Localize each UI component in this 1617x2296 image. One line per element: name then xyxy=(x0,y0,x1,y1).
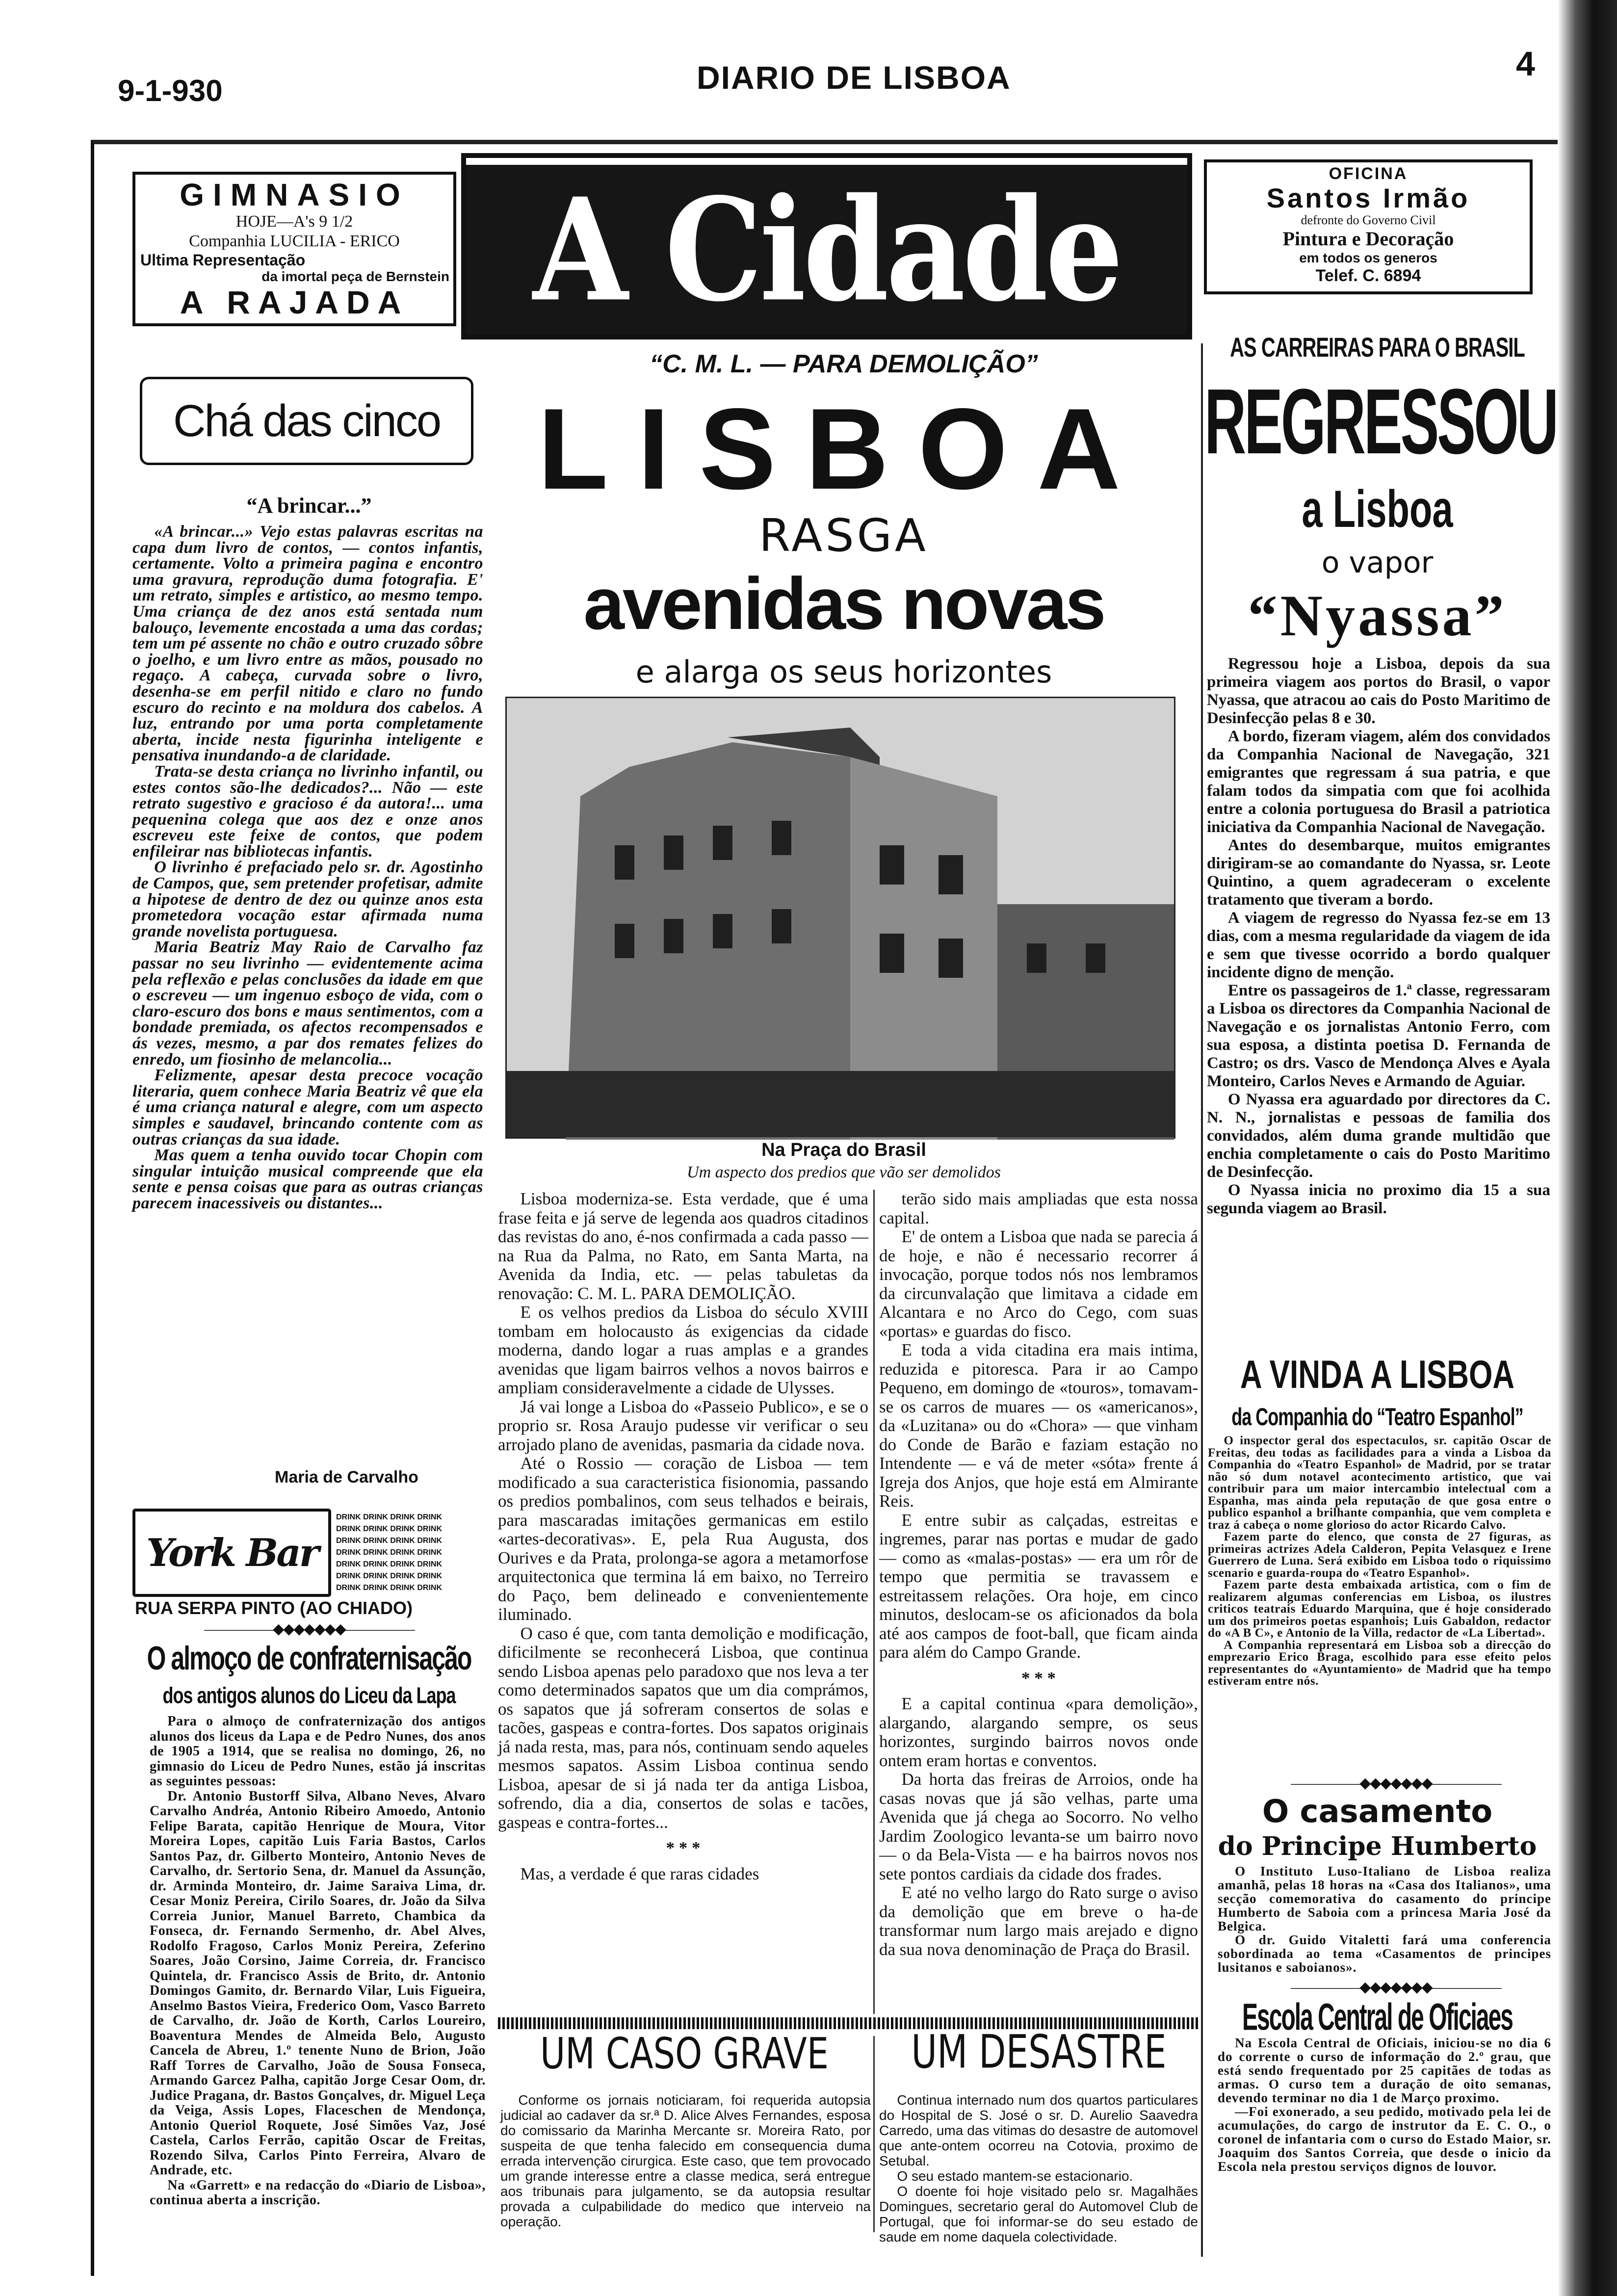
ad-kinds: em todos os generos xyxy=(1299,250,1437,265)
paragraph: Fazem parte do elenco, que consta de 27 figuras, as primeiras actrizes Adela Calderon, Pepita Velasquez e Irene Guerrero de Luna. Será exibido em Lisboa todo o riquissimo scenario e guarda-roupa do «Teatro Espanhol». xyxy=(1208,1530,1551,1580)
article-signature: Maria de Carvalho xyxy=(275,1468,418,1487)
teatro-subtitle: da Companhia do “Teatro Espanhol” xyxy=(1231,1402,1523,1431)
paragraph: A Companhia representará em Lisboa sob a direcção do emprezario Erico Braga, escolhido para esse efeito pelos representantes do «Ayuntamiento» de Madrid que ha tempo estiveram entre nós. xyxy=(1208,1638,1551,1688)
paragraph: A viagem de regresso do Nyassa fez-se em 13 dias, com a mesma regularidade da viagem de ida e sem que tivesse ocorrido a bordo qualquer incidente digno de menção. xyxy=(1207,909,1550,981)
section-banner xyxy=(466,158,1187,335)
escola-body xyxy=(1218,2036,1551,2267)
paragraph: O seu estado mantem-se estacionario. xyxy=(897,2168,1133,2184)
casamento-subtitle: do Principe Humberto xyxy=(1218,1831,1537,1861)
paragraph: E entre subir as calçadas, estreitas e ingremes, parar nas portas e mudar de gado — como as «malas-postas» — era um rôr de tempo que permitia se travassem e estreitassem relações. Ora hoje, em cinco minutos, deslocam-se os aficionados da bola até aos campos de foot-ball, que ficam ainda para além do Campo Grande. xyxy=(879,1510,1198,1662)
ad-time: HOJE—A's 9 1/2 xyxy=(235,212,353,231)
escola-title: Escola Central de Oficiaes xyxy=(1242,1997,1513,2038)
ad-title: GIMNASIO xyxy=(180,177,409,212)
paragraph: O dr. Guido Vitaletti fará uma conferencia sobordinada ao tema «Casamentos de principes lusitanos e saboianos». xyxy=(1218,1932,1551,1975)
ad-york-bar xyxy=(132,1509,486,1597)
paragraph: A bordo, fizeram viagem, além dos convidados da Companhia Nacional de Navegação, 321 emigrantes que regressam á sua patria, e que falam todos da simpatia com que foi acolhida entre a colonia portuguesa do Brasil a patriotica iniciativa da Companhia Nacional de Navegação. xyxy=(1207,728,1550,836)
drink-line: DRINK DRINK DRINK DRINK xyxy=(336,1548,442,1557)
cha-article-body xyxy=(132,524,483,1466)
column-rule xyxy=(873,2036,875,2232)
paragraph: Até o Rossio — coração de Lisboa — tem modificado a sua caracteristica fisionomia, passando os predios pombalinos, com seus telhados e beirais, para mascaradas imitações germanicas em estilo «artes-decorativas». E, pela Rua Augusta, dos Ourives e da Prata, prolonga-se agora a metamorfose arquitectonica que termina lá em baixo, no Terreiro do Paço, bem delineado e convenientemente iluminado. xyxy=(498,1454,868,1624)
paragraph: O inspector geral dos espectaculos, sr. capitão Oscar de Freitas, deu todas as facilidades para a vinda a Lisboa da Companhia do «Teatro Espanhol» de Madrid, por se tratar não só dum notavel acontecimento artistico, que vai contribuir para um maior intercambio intelectual com a Espanha, mas ainda pela reputação de que gosa entre o publico espanhol a brilhante companhia, que vem completa e traz á cabeça o nome glorioso do actor Ricardo Calvo. xyxy=(1208,1434,1551,1532)
photo-caption-title: Na Praça do Brasil xyxy=(761,1140,926,1160)
paragraph: «A brincar...» Vejo estas palavras escritas na capa dum livro de contos, — contos infantis, certamente. Volto a primeira pagina e encontro uma gravura, reprodução duma fotografia. E' um retrato, simples e artistico, ao mesmo tempo. Uma criança de dez anos está sentada num balouço, levemente encostada a uma das cordas; tem um pé assente no chão e outro cruzado sôbre o joelho, e um livro entre as mãos, pousado no regaço. A cabeça, curvada sobre o livro, desenha-se em perfil nitido e claro no fundo escuro do recinto e na moldura dos cabelos. A luz, entrando por uma porta completamente aberta, incide nesta figurinha inteligente e pensativa inundando-a de claridade. xyxy=(132,522,483,765)
scan-edge-shadow xyxy=(1558,0,1617,2296)
almoco-body xyxy=(150,1714,486,2229)
paragraph: Para o almoço de confraternização dos antigos alunos dos liceus da Lapa e de Pedro Nunes, dos anos de 1905 a 1914, que se realisa no domingo, 26, no gimnasio do Liceu de Pedro Nunes, estão já inscritas as seguintes pessoas: xyxy=(150,1714,486,1789)
section-break: * * * xyxy=(1021,1668,1056,1688)
ad-address: defronte do Governo Civil xyxy=(1301,213,1436,227)
paragraph: Mas quem a tenha ouvido tocar Chopin com singular intuição musical compreende que ela sente e pensa coisas que para as outras crianças parecem inacessiveis ou distantes... xyxy=(132,1146,483,1212)
paragraph: Antes do desembarque, muitos emigrantes dirigiram-se ao comandante do Nyassa, sr. Leote Quintino, a quem agradeceram o excelente tratamento que tiveram a bordo. xyxy=(1207,836,1550,909)
paragraph: O Nyassa inicia no proximo dia 15 a sua segunda viagem ao Brasil. xyxy=(1207,1181,1550,1217)
caso-grave-body xyxy=(500,2092,871,2235)
drink-line: DRINK DRINK DRINK DRINK xyxy=(336,1537,442,1545)
issue-date: 9-1-930 xyxy=(118,74,223,108)
casamento-body xyxy=(1218,1864,1551,1977)
column-title: Chá das cinco xyxy=(173,395,440,446)
desastre-body xyxy=(879,2092,1198,2244)
paragraph: Maria Beatriz May Raio de Carvalho faz passar no seu livrinho — evidentemente acima pela reflexão e pelas conclusões da idade em que o escreveu — um ingenuo esboço de vida, com o claro-escuro dos bons e maus sentimentos, com a bondade premiada, os afectos recompensados e ás vezes, mesmo, a par dos remates felizes do enredo, um fiosinho de melancolia... xyxy=(132,938,483,1069)
ornament-divider: —————◆◆◆◆◆◆◆————— xyxy=(204,1621,414,1637)
page-number: 4 xyxy=(1516,45,1535,83)
ad-gimnasio xyxy=(132,172,456,326)
lisboa-column-1 xyxy=(498,1190,868,2016)
ad-name: Santos Irmão xyxy=(1266,183,1470,213)
ornament-divider: —————◆◆◆◆◆◆◆————— xyxy=(1291,1979,1501,1995)
nyassa-ship-name: “Nyassa” xyxy=(1248,583,1507,648)
paragraph: E toda a vida citadina era mais intima, reduzida e pitoresca. Para ir ao Campo Pequeno, em domingo de «touros», tomavam-se os carros de muares — os «americanos», da «Luzitana» ou do «Chora» — que vinham do Conde de Barão e faziam estação no Intendente — e vá de meter «sóta» frente á Igreja dos Anjos, que hoje está em Almirante Reis. xyxy=(879,1340,1198,1511)
paragraph: O caso é que, com tanta demolição e modificação, dificilmente se reconhecerá Lisboa, que continua sendo Lisboa apenas pelo paradoxo que nos leva a ter como determinados sapatos que um dia comprámos, os sapatos que já sofreram consertos de solas e tacões, gaspeas e contra-fortes. Dos sapatos originais já nada resta, mas, para nós, continuam sendo aqueles mesmos sapatos. Assim Lisboa continua sendo Lisboa, apesar de si já nada ter da antiga Lisboa, sofrendo, dia a dia, consertos de solas e tacões, gaspeas e contra-fortes... xyxy=(498,1623,868,1832)
paragraph: Regressou hoje a Lisboa, depois da sua primeira viagem aos portos do Brasil, o vapor Nyassa, que atracou ao cais do Posto Maritimo de Desinfecção pelas 8 e 30. xyxy=(1207,655,1550,727)
column-rule xyxy=(873,1190,875,2014)
paragraph: E a capital continua «para demolição», alargando, alargando sempre, os seus horizontes, surgindo bairros novos onde ontem eram hortas e conventos. xyxy=(879,1694,1198,1770)
teatro-body xyxy=(1208,1435,1551,1764)
paragraph: E até no velho largo do Rato surge o aviso da demolição que em breve o ha-de transformar num largo mais arejado e digno da sua nova denominação de Praça do Brasil. xyxy=(879,1883,1198,1959)
paragraph: terão sido mais ampliadas que esta nossa capital. xyxy=(879,1189,1198,1227)
lisboa-title: LISBOA xyxy=(538,384,1150,513)
lisboa-title-avenidas: avenidas novas xyxy=(583,562,1104,645)
paragraph: Na Escola Central de Oficiais, iniciou-se no dia 6 do corrente o curso de informação do 2.º grau, que está sendo frequentado por 25 capitães de todas as armas. O curso tem a duração de oito semanas, devendo terminar no dia 1 de Março proximo. xyxy=(1218,2035,1551,2105)
casamento-title: O casamento xyxy=(1262,1794,1493,1830)
ad-name: A RAJADA xyxy=(180,284,409,320)
ornament-divider: —————◆◆◆◆◆◆◆————— xyxy=(1291,1775,1501,1791)
section-break: * * * xyxy=(666,1838,701,1857)
drink-line: DRINK DRINK DRINK DRINK xyxy=(336,1525,442,1533)
paragraph: O doente foi hoje visitado pelo sr. Magalhães Domingues, secretario geral do Automovel Club de Portugal, que foi informar-se do seu estado de saude em nome daquela colectividade. xyxy=(879,2184,1198,2244)
drink-line: DRINK DRINK DRINK DRINK xyxy=(336,1572,442,1580)
paragraph: Da horta das freiras de Arroios, onde ha casas novas que já são velhas, parte uma Avenida que já chega ao Socorro. No velho Jardim Zoologico levanta-se um bairro novo — o da Bela-Vista — e ha bairros novos nos sete pontos cardiais da cidade dos frades. xyxy=(879,1770,1198,1883)
newspaper-name: DIARIO DE LISBOA xyxy=(697,59,1011,96)
ad-last: Ultima Representação xyxy=(140,251,306,269)
caso-grave-title: UM CASO GRAVE xyxy=(540,2028,829,2079)
ad-service: Pintura e Decoração xyxy=(1282,228,1454,250)
buildings-photo-icon xyxy=(507,698,1174,1137)
nyassa-title-2: a Lisboa xyxy=(1302,480,1453,539)
lisboa-title-rasga: RASGA xyxy=(759,509,929,562)
ad-phone: Telef. C. 6894 xyxy=(1315,266,1421,285)
almoco-title: O almoço de confraternisação xyxy=(147,1640,471,1677)
drink-lines xyxy=(336,1512,486,1594)
paragraph: Fazem parte desta embaixada artistica, com o fim de realizarem algumas conferencias em Lisboa, os ilustres criticos teatrais Eduardo Marquina, que é hoje considerado um dos primeiros poetas espanhois; Luis Gabaldon, redactor do «A B C», e Antonio de la Villa, redactor de «La Libertad». xyxy=(1208,1578,1551,1640)
nyassa-title: REGRESSOU xyxy=(1204,370,1557,474)
paragraph: Continua internado num dos quartos particulares do Hospital de S. José o sr. D. Aurelio Saavedra Carredo, uma das vitimas do desastre de automovel que ante-ontem ocorreu na Cotovia, proximo de Setubal. xyxy=(879,2092,1198,2168)
nyassa-body xyxy=(1207,655,1550,1322)
paragraph: O livrinho é prefaciado pelo sr. dr. Agostinho de Campos, que, sem pretender profetisar, admite a hipotese de dentro de dez ou quinze anos esta prometedora vocação estar afirmada numa grande novelista portuguesa. xyxy=(132,858,483,940)
paragraph: Já vai longe a Lisboa do «Passeio Publico», e se o proprio sr. Rosa Araujo pudesse vir verificar o seu arrojado plano de avenidas, pasmaria da cidade nova. xyxy=(498,1397,868,1454)
ad-oficina xyxy=(1204,159,1533,294)
nyassa-kicker: AS CARREIRAS PARA O BRASIL xyxy=(1230,333,1525,363)
photo-caption: Um aspecto dos predios que vão ser demolidos xyxy=(687,1163,1001,1181)
lisboa-kicker: “C. M. L. — PARA DEMOLIÇÃO” xyxy=(650,350,1038,378)
nyassa-title-3: o vapor xyxy=(1321,546,1434,580)
paragraph: O Nyassa era aguardado por directores da C. N. N., jornalistas e pessoas de familia dos convidados, além duma grande multidão que enchia completamente o cais do Posto Maritimo de Desinfecção. xyxy=(1207,1091,1550,1181)
desastre-title: UM DESASTRE xyxy=(911,2025,1167,2079)
paragraph: Entre os passageiros de 1.ª classe, regressaram a Lisboa os directores da Companhia Nacional de Navegação e os jornalistas Antonio Ferro, com sua esposa, a distinta poetisa D. Fernanda de Castro; os drs. Vasco de Mendonça Alves e Ayala Monteiro, Carlos Neves e Armando de Aguiar. xyxy=(1207,982,1550,1090)
paragraph: E os velhos predios da Lisboa do século XVIII tombam em holocausto ás exigencias da cidade moderna, dando logar a ruas amplas e a grandes avenidas que ligam bairros velhos a novos bairros e ampliam consideravelmente a cidade de Ulysses. xyxy=(498,1303,868,1397)
ad-title: OFICINA xyxy=(1329,164,1408,183)
almoco-subtitle: dos antigos alunos do Liceu da Lapa xyxy=(162,1682,456,1708)
paragraph: Lisboa moderniza-se. Esta verdade, que é uma frase feita e já serve de legenda aos quadros citadinos das revistas do ano, é-nos confirmada a cada passo — na Rua da Palma, no Rato, em Santa Marta, na Avenida da India, etc. — pelas tabuletas da renovação: C. M. L. PARA DEMOLIÇÃO. xyxy=(498,1189,868,1303)
ad-york-address: RUA SERPA PINTO (AO CHIADO) xyxy=(135,1598,413,1618)
drink-line: DRINK DRINK DRINK DRINK xyxy=(336,1513,442,1521)
paragraph: Dr. Antonio Bustorff Silva, Albano Neves, Alvaro Carvalho Andréa, Antonio Ribeiro Amoedo, Antonio Felipe Barata, capitão Henrique de Moura, Vitor Moreira Lopes, capitão Luis Faria Bastos, Carlos Santos Paz, dr. Gilberto Monteiro, Antonio Neves de Carvalho, dr. Sertorio Sena, dr. Manuel da Assunção, dr. Arminda Monteiro, dr. Jaime Saraiva Lima, dr. Cesar Moniz Pereira, Cirilo Soares, dr. João da Silva Correia Junior, Manuel Barreto, Chambica da Fonseca, dr. Fernando Sermenho, dr. Abel Alves, Rodolfo Fragoso, Carlos Moniz Pereira, Zeferino Soares, João Corsino, Jaime Correia, dr. Francisco Quintela, dr. Francisco Assis de Brito, dr. Antonio Domingos Gamito, dr. Bernardo Vilar, Luis Figueira, Anselmo Bastos Vieira, Frederico Oom, Vasco Barreto de Carvalho, dr. João de Korth, Carlos Loureiro, Boaventura Mendes de Almeida Belo, Augusto Cancela de Abreu, 1.º tenente Nuno de Brion, João Raff Torres de Carvalho, João de Sousa Fonseca, Armando Garcez Palha, capitão Jorge Cesar Oom, dr. Judice Pragana, dr. Bastos Gonçalves, dr. Miguel Leça da Veiga, Assis Lopes, Flaceschen de Mendonça, Antonio Queriol Roquete, José Simões Vaz, José Castela, Carlos Ferrão, capitão Oscar de Freitas, Rozendo Silva, Carlos Pinto Ferreira, Alvaro de Andrade, etc. xyxy=(150,1788,486,2178)
ad-company: Companhia LUCILIA - ERICO xyxy=(189,232,400,250)
paragraph: Na «Garrett» e na redacção do «Diario de Lisboa», continua aberta a inscrição. xyxy=(150,2177,486,2208)
york-logo-text: York Bar xyxy=(146,1530,317,1575)
paragraph: —Foi exonerado, a seu pedido, motivado pela lei de acumulações, do cargo de instrutor da E. C. O., o coronel de infantaria com o curso do Estado Maior, sr. Joaquim dos Santos Correia, que desde o inicio da Escola nela prestou serviços dignos de louvor. xyxy=(1218,2104,1551,2174)
paragraph: Felizmente, apesar desta precoce vocação literaria, quem conhece Maria Beatriz vê que ela é uma criança natural e alegre, com um aspecto simples e saudavel, brincando contente com as outras crianças da sua idade. xyxy=(132,1066,483,1148)
column-rule xyxy=(1201,343,1203,2257)
lisboa-subtitle: e alarga os seus horizontes xyxy=(635,654,1052,690)
section-title: A Cidade xyxy=(533,166,1121,333)
lisboa-column-2 xyxy=(879,1190,1198,2016)
article-heading: “A brincar...” xyxy=(246,494,372,518)
photo-praca-do-brasil xyxy=(505,697,1175,1139)
paragraph: Conforme os jornais noticiaram, foi requerida autopsia judicial ao cadaver da sr.ª D. Alice Alves Fernandes, esposa do comissario da Marinha Mercante sr. Moreira Rato, por suspeita de que tenha falecido em consequencia duma errada intervenção cirurgica. Este caso, que tem provocado um grande interesse entre a classe medica, será entregue aos tribunais para julgamento, se da autopsia resultar provada a culpabilidade do medico que interveio na operação. xyxy=(500,2092,871,2229)
paragraph: E' de ontem a Lisboa que nada se parecia á de hoje, e não é necessario recorrer á invocação, porque todos nós nos lembramos da circunvalação que limitava a cidade em Alcantara e no Arco do Cego, com suas «portas» e guardas do fisco. xyxy=(879,1227,1198,1341)
drink-line: DRINK DRINK DRINK DRINK xyxy=(336,1584,442,1592)
york-bar-logo xyxy=(132,1509,331,1597)
paragraph: Trata-se desta criança no livrinho infantil, ou estes contos são-lhe dedicados?... Não — este retrato sugestivo e gracioso é da autora!... uma pequenina colega que aos dez e onze anos escreveu este feixe de contos, que podem enfileirar nas bibliotecas infantis. xyxy=(132,762,483,861)
ad-play: da imortal peça de Bernstein xyxy=(261,269,449,284)
paragraph: Mas, a verdade é que raras cidades xyxy=(520,1864,759,1883)
teatro-title: A VINDA A LISBOA xyxy=(1240,1353,1515,1397)
paragraph: O Instituto Luso-Italiano de Lisboa realiza amanhã, pelas 18 horas na «Casa dos Italianos», uma secção comemorativa do casamento do principe Humberto de Saboia com a princesa Maria José da Belgica. xyxy=(1218,1864,1551,1933)
drink-line: DRINK DRINK DRINK DRINK xyxy=(336,1560,442,1568)
cha-das-cinco-box xyxy=(140,377,473,465)
